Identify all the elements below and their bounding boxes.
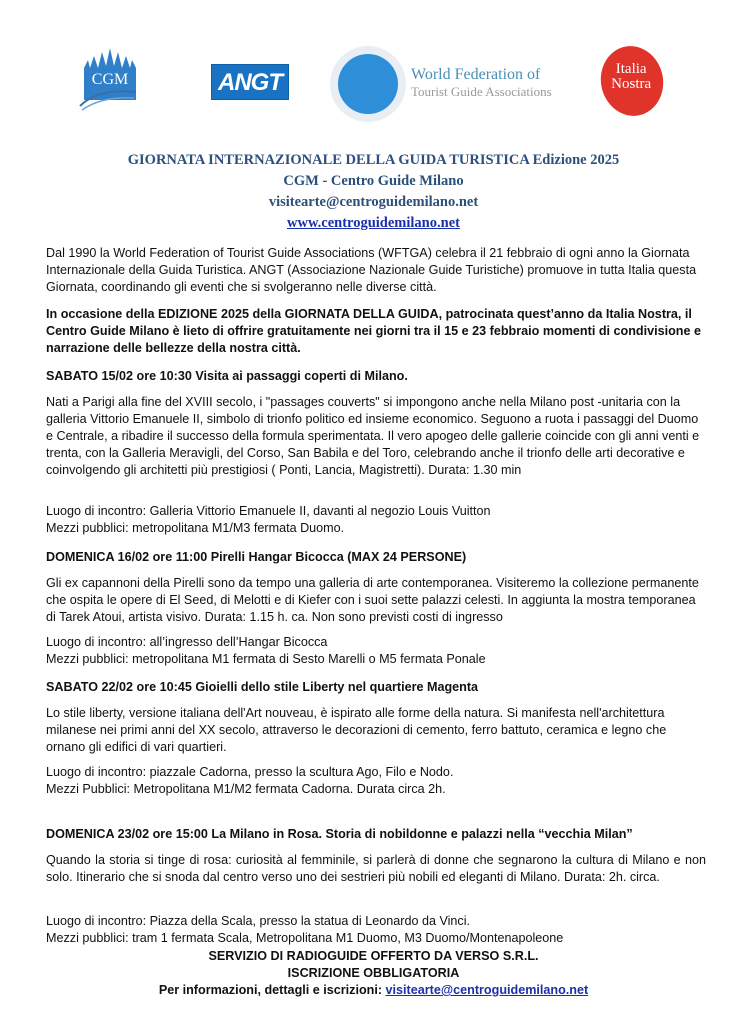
- event-meeting-point: Luogo di incontro: Piazza della Scala, presso la statua di Leonardo da Vinci.: [46, 914, 471, 928]
- website-link[interactable]: www.centroguidemilano.net: [287, 215, 460, 231]
- wftga-seal-logo: [330, 46, 406, 122]
- cgm-logo: [78, 48, 142, 118]
- event-1-description-block: [46, 394, 706, 479]
- event-description: Lo stile liberty, versione italiana dell'Art nouveau, è ispirato alle forme della natura. Si manifesta nell'architettura milanese nei primi anni del XX secolo, attraverso le decorazioni di cemento, ferro battuto, ceramica e legno che ornano gli edifici di vari quartieri.: [46, 706, 667, 754]
- wftga-line1: World Federation of: [411, 66, 541, 83]
- event-2: [46, 549, 706, 566]
- logo-bar: [0, 40, 747, 125]
- radioguide-notice: SERVIZIO DI RADIOGUIDE OFFERTO DA VERSO S.R.L.: [208, 949, 539, 963]
- contact-email: visitearte@centroguidemilano.net: [268, 194, 479, 210]
- event-transport: Mezzi pubblici: metropolitana M1 fermata di Sesto Marelli o M5 fermata Ponale: [46, 652, 486, 666]
- italia-nostra-line1: Italia: [615, 61, 647, 78]
- event-1-info: [46, 503, 706, 537]
- intro-paragraph: [46, 245, 706, 296]
- event-3: [46, 679, 706, 696]
- event-meeting-point: Luogo di incontro: all’ingresso dell’Hangar Bicocca: [46, 635, 328, 649]
- organization-name: CGM - Centro Guide Milano: [283, 173, 464, 189]
- event-description: Gli ex capannoni della Pirelli sono da tempo una galleria di arte contemporanea. Visiteremo la collezione permanente che ospita le opere di El Seed, di Melotti e di Kiefer con i suoi sette palazzi celesti. In aggiunta la mostra temporanea di Tarek Atoui, artista visivo. Durata: 1.15 h. ca. Non sono previsti costi di ingresso: [46, 576, 699, 624]
- document-header: [0, 150, 747, 234]
- event-4-description-block: [46, 852, 706, 886]
- wftga-logo-text: [411, 66, 552, 100]
- wftga-line2: Tourist Guide Associations: [411, 84, 552, 99]
- event-description: Quando la storia si tinge di rosa: curiosità al femminile, si parlerà di donne che segnarono la cultura di Milano e non solo. Itinerario che si snoda dal centro verso uno dei sestrieri più nobili ed eleganti di Milano. Durata: 2h. circa.: [46, 853, 706, 884]
- footer-email-link[interactable]: visitearte@centroguidemilano.net: [385, 983, 589, 997]
- event-2-description-block: [46, 575, 706, 626]
- event-meeting-point: Luogo di incontro: piazzale Cadorna, presso la scultura Ago, Filo e Nodo.: [46, 765, 454, 779]
- event-description: Nati a Parigi alla fine del XVIII secolo, i "passages couverts" si impongono anche nella Milano post -unitaria con la galleria Vittorio Emanuele II, simbolo di trionfo politico ed insieme economico. Seguono a ruota i passaggi del Duomo e Centrale, a ribadire il successo della formula sperimentata. Il vero apogeo delle gallerie coincide con gli anni venti e trenta, con la Galleria Meravigli, del Corso, San Babila e del Toro, celebrando anche il trionfo delle arti decorative e coinvolgendo gli architetti più prestigiosi ( Ponti, Lancia, Magistretti). Durata: 1.30 min: [46, 395, 700, 477]
- event-1: [46, 368, 706, 385]
- event-title: SABATO 15/02 ore 10:30 Visita ai passaggi coperti di Milano.: [46, 369, 408, 383]
- italia-nostra-line2: Nostra: [611, 76, 652, 93]
- angt-logo: [211, 64, 289, 100]
- info-line: [0, 982, 747, 999]
- event-transport: Mezzi pubblici: tram 1 fermata Scala, Metropolitana M1 Duomo, M3 Duomo/Montenapoleone: [46, 931, 564, 945]
- event-title: SABATO 22/02 ore 10:45 Gioielli dello stile Liberty nel quartiere Magenta: [46, 680, 479, 694]
- globe-hands-icon: [338, 54, 398, 114]
- event-4-info: [46, 913, 706, 947]
- info-label: Per informazioni, dettagli e iscrizioni:: [158, 983, 386, 997]
- italia-nostra-logo: [594, 40, 669, 121]
- event-3-info: [46, 764, 706, 798]
- event-4: [46, 826, 706, 843]
- event-2-info: [46, 634, 706, 668]
- event-title: DOMENICA 23/02 ore 15:00 La Milano in Rosa. Storia di nobildonne e palazzi nella “vecchia Milan”: [46, 827, 633, 841]
- footer: [0, 948, 747, 999]
- document-title: GIORNATA INTERNAZIONALE DELLA GUIDA TURISTICA Edizione 2025: [127, 152, 620, 168]
- angt-logo-text: ANGT: [218, 69, 282, 96]
- event-title: DOMENICA 16/02 ore 11:00 Pirelli Hangar Bicocca (MAX 24 PERSONE): [46, 550, 467, 564]
- intro-text: Dal 1990 la World Federation of Tourist Guide Associations (WFTGA) celebra il 21 febbraio di ogni anno la Giornata Internazionale della Guida Turistica. ANGT (Associazione Nazionale Guide Turistiche) promuove in tutta Italia questa Giornata, coordinando gli eventi che si svolgeranno nelle diverse città.: [46, 246, 697, 294]
- cgm-logo-text: CGM: [91, 71, 129, 88]
- registration-notice: ISCRIZIONE OBBLIGATORIA: [287, 966, 460, 980]
- event-transport: Mezzi Pubblici: Metropolitana M1/M2 fermata Cadorna. Durata circa 2h.: [46, 782, 446, 796]
- event-transport: Mezzi pubblici: metropolitana M1/M3 fermata Duomo.: [46, 521, 345, 535]
- edition-text: In occasione della EDIZIONE 2025 della GIORNATA DELLA GUIDA, patrocinata quest’anno da Italia Nostra, il Centro Guide Milano è lieto di offrire gratuitamente nei giorni tra il 15 e 23 febbraio momenti di condivisione e narrazione delle bellezze della nostra città.: [46, 307, 701, 355]
- event-3-description-block: [46, 705, 706, 756]
- edition-paragraph: [46, 306, 706, 357]
- event-meeting-point: Luogo di incontro: Galleria Vittorio Emanuele II, davanti al negozio Louis Vuitton: [46, 504, 491, 518]
